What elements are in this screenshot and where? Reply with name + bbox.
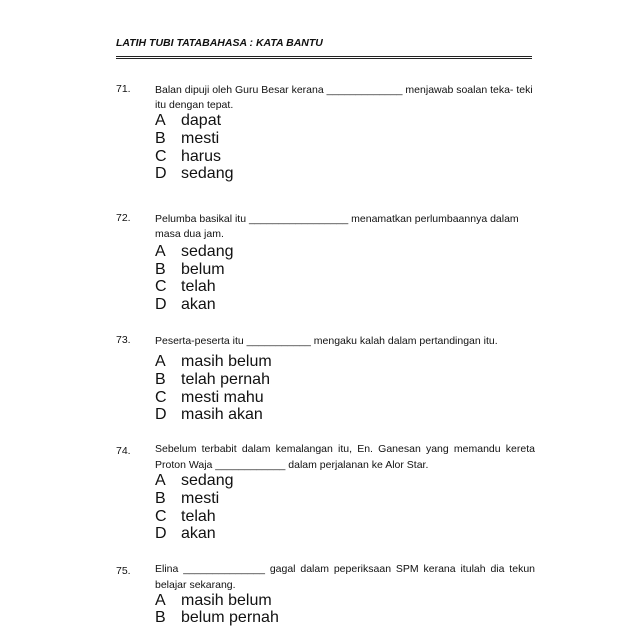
question-number: 72. — [116, 212, 131, 224]
option-text: dapat — [181, 112, 222, 129]
option-text: telah — [181, 278, 216, 295]
option-letter: D — [155, 525, 167, 542]
option-text: sedang — [181, 243, 234, 260]
option-letter: B — [155, 130, 166, 147]
option-letter: C — [155, 389, 167, 406]
option-letter: D — [155, 296, 167, 313]
question-number: 75. — [116, 565, 131, 577]
option-letter: A — [155, 243, 166, 260]
option-letter: D — [155, 406, 167, 423]
question-text: Balan dipuji oleh Guru Besar kerana _____________ menjawab soalan teka- teki itu dengan tepat. — [155, 84, 533, 111]
option-text: sedang — [181, 472, 234, 489]
option-letter: C — [155, 278, 167, 295]
option-text: akan — [181, 296, 216, 313]
option-letter: C — [155, 508, 167, 525]
option-letter: A — [155, 112, 166, 129]
option-letter: B — [155, 609, 166, 626]
page-header-title: LATIH TUBI TATABAHASA : KATA BANTU — [116, 37, 323, 49]
option-text: masih belum — [181, 353, 272, 370]
option-letter: C — [155, 148, 167, 165]
question-number: 73. — [116, 334, 131, 346]
option-letter: B — [155, 261, 166, 278]
option-text: sedang — [181, 165, 234, 182]
option-text: telah pernah — [181, 371, 270, 388]
option-text: telah — [181, 508, 216, 525]
question-text: Peserta-peserta itu ___________ mengaku kalah dalam pertandingan itu. — [155, 335, 498, 347]
option-letter: A — [155, 472, 166, 489]
option-letter: B — [155, 371, 166, 388]
option-text: masih belum — [181, 592, 272, 609]
option-text: mesti mahu — [181, 389, 264, 406]
question-number: 71. — [116, 83, 131, 95]
option-text: mesti — [181, 490, 220, 507]
option-text: akan — [181, 525, 216, 542]
question-text: Elina ______________ gagal dalam peperiksaan SPM kerana itulah dia tekun belajar sekarang. — [155, 563, 535, 591]
option-letter: D — [155, 165, 167, 182]
option-text: masih akan — [181, 406, 263, 423]
option-text: mesti — [181, 130, 220, 147]
question-number: 74. — [116, 445, 131, 457]
option-letter: B — [155, 490, 166, 507]
option-letter: A — [155, 592, 166, 609]
option-text: harus — [181, 148, 222, 165]
header-divider — [116, 56, 532, 59]
question-text: Pelumba basikal itu _________________ menamatkan perlumbaannya dalam masa dua jam. — [155, 213, 519, 240]
option-text: belum — [181, 261, 225, 278]
option-text: belum pernah — [181, 609, 279, 626]
question-text: Sebelum terbabit dalam kemalangan itu, En. Ganesan yang memandu kereta Proton Waja ____________ dalam perjalanan ke Alor Star. — [155, 443, 535, 471]
option-letter: A — [155, 353, 166, 370]
